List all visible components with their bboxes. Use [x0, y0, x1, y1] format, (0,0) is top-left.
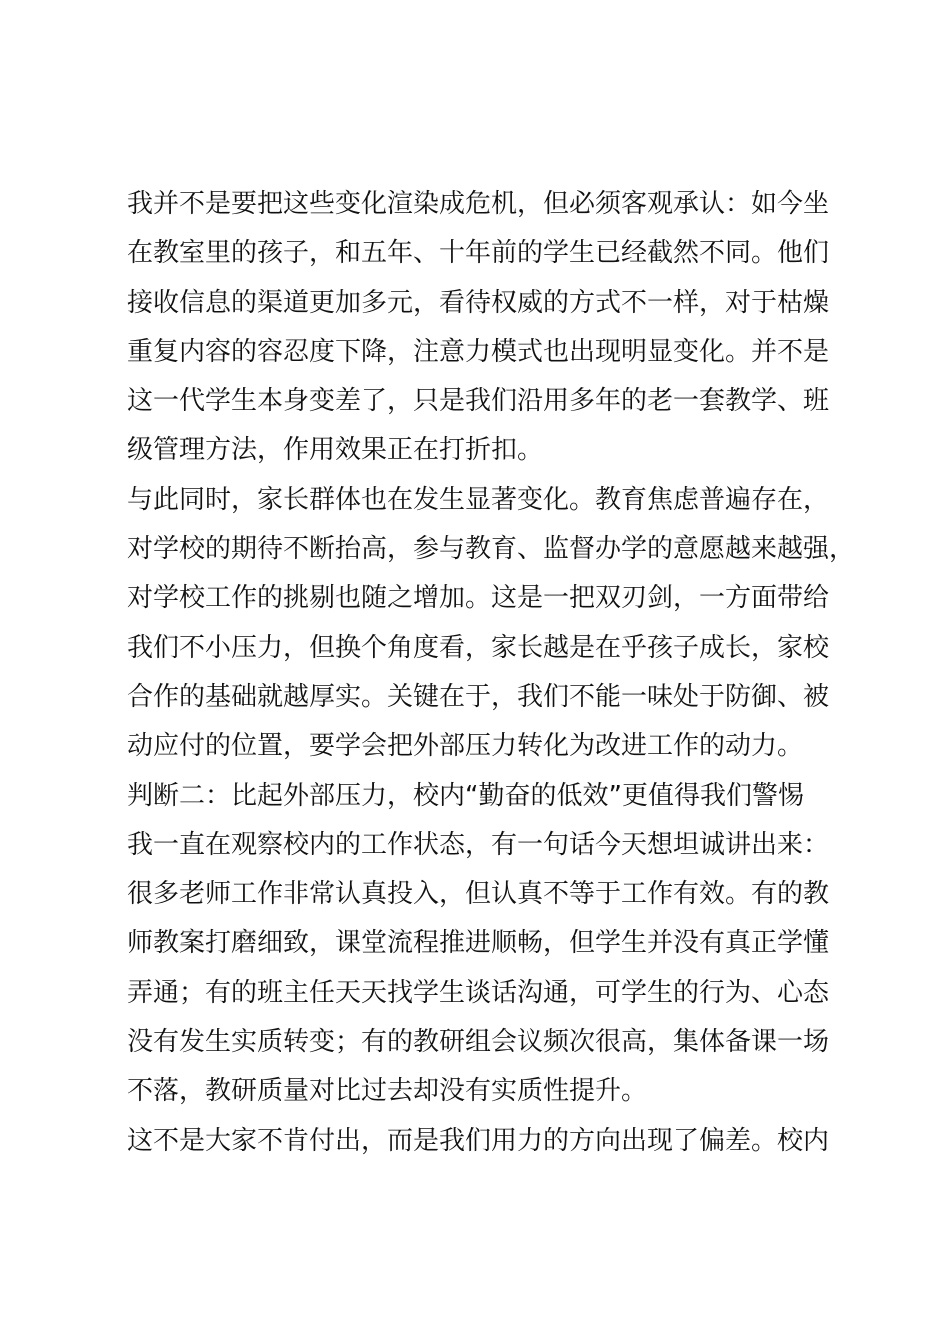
text-line: 这不是大家不肯付出，而是我们用力的方向出现了偏差。校内	[127, 1125, 830, 1156]
text-line: 没有发生实质转变；有的教研组会议频次很高，集体备课一场	[127, 1027, 830, 1058]
text-line: 我并不是要把这些变化渲染成危机，但必须客观承认：如今坐	[127, 189, 830, 219]
text-line: 接收信息的渠道更加多元，看待权威的方式不一样，对于枯燥	[127, 287, 830, 318]
text-line: 与此同时，家长群体也在发生显著变化。教育焦虑普遍存在，	[127, 484, 830, 515]
text-line: 动应付的位置，要学会把外部压力转化为改进工作的动力。	[127, 731, 804, 762]
section-heading: 判断二：比起外部压力，校内“勤奋的低效”更值得我们警惕	[127, 780, 804, 811]
text-line: 重复内容的容忍度下降，注意力模式也出现明显变化。并不是	[127, 336, 830, 367]
text-line: 级管理方法，作用效果正在打折扣。	[127, 435, 544, 466]
text-line: 师教案打磨细致，课堂流程推进顺畅，但学生并没有真正学懂	[127, 928, 830, 959]
text-line: 对学校的期待不断抬高，参与教育、监督办学的意愿越来越强，	[127, 534, 856, 565]
text-line: 我们不小压力，但换个角度看，家长越是在乎孩子成长，家校	[127, 632, 830, 663]
document-body	[127, 180, 856, 1166]
text-line: 弄通；有的班主任天天找学生谈话沟通，可学生的行为、心态	[127, 977, 830, 1008]
text-line: 这一代学生本身变差了，只是我们沿用多年的老一套教学、班	[127, 386, 830, 417]
text-line: 不落，教研质量对比过去却没有实质性提升。	[127, 1076, 648, 1107]
text-line: 我一直在观察校内的工作状态，有一句话今天想坦诚讲出来：	[127, 829, 830, 860]
text-line: 在教室里的孩子，和五年、十年前的学生已经截然不同。他们	[127, 238, 830, 269]
text-line: 对学校工作的挑剔也随之增加。这是一把双刃剑，一方面带给	[127, 583, 830, 614]
text-line: 很多老师工作非常认真投入，但认真不等于工作有效。有的教	[127, 879, 830, 910]
text-line: 合作的基础就越厚实。关键在于，我们不能一味处于防御、被	[127, 681, 830, 712]
